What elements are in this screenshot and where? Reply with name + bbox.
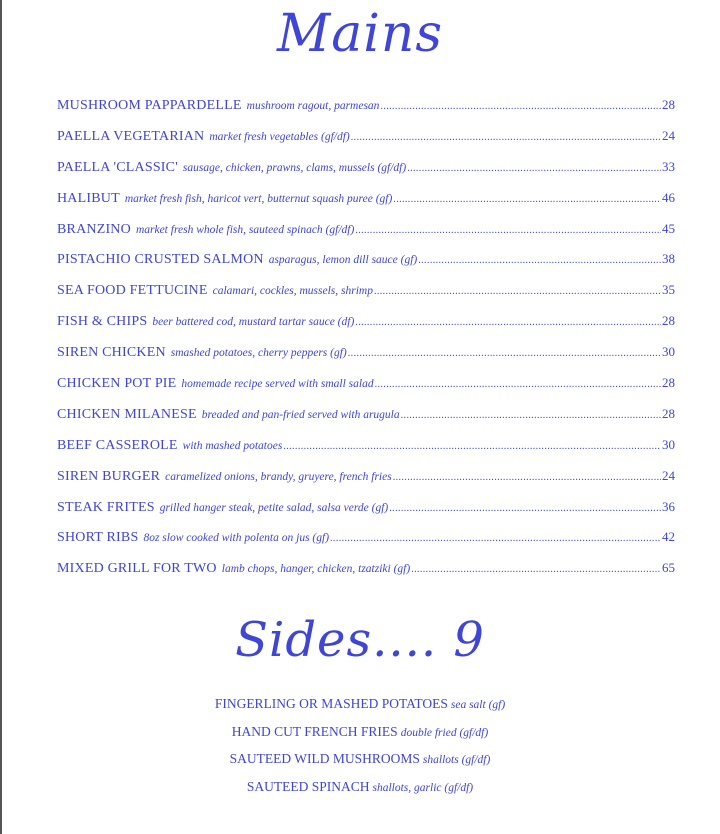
menu-item [57,435,675,466]
menu-item [57,249,675,280]
item-price: 30 [662,344,675,360]
item-description: 8oz slow cooked with polenta on jus (gf) [143,532,330,545]
item-name: FISH & CHIPS [57,314,148,330]
dot-leader [393,468,661,488]
menu-item [57,404,675,435]
dot-leader [348,344,661,364]
dot-leader [407,159,661,179]
item-name: SIREN CHICKEN [57,345,166,361]
item-price: 28 [662,375,675,391]
item-description: breaded and pan-fried served with arugula [201,408,400,421]
dot-leader [330,529,661,549]
item-description: homemade recipe served with small salad [181,378,374,391]
item-name: MUSHROOM PAPPARDELLE [57,98,242,113]
menu-item [57,466,675,497]
item-name: CHICKEN POT PIE [57,376,177,392]
dot-leader [351,128,661,148]
sides-heading: Sides.... 9 [235,612,485,668]
item-description: mushroom ragout, parmesan [246,100,380,112]
dot-leader [375,375,661,395]
menu-item [57,311,675,342]
dot-leader [401,406,661,426]
item-name: PISTACHIO CRUSTED SALMON [57,252,264,268]
dot-leader [411,560,661,580]
dot-leader [283,437,661,457]
item-name: PAELLA 'CLASSIC' [57,159,178,175]
item-description: market fresh fish, haricot vert, butternut squash puree (gf) [124,192,393,205]
item-price: 36 [662,498,675,514]
item-name: PAELLA VEGETARIAN [57,128,205,144]
item-description: sausage, chicken, prawns, clams, mussels (gf/df) [182,161,407,174]
item-name: SEA FOOD FETTUCINE [57,283,208,299]
menu-item [57,527,675,558]
dot-leader [389,499,661,519]
item-name: STEAK FRITES [57,499,155,515]
item-price: 45 [662,220,675,236]
menu-item [57,558,675,589]
item-price: 35 [662,282,675,298]
item-price: 42 [662,529,675,545]
item-description: smashed potatoes, cherry peppers (gf) [170,347,347,360]
menu-item [57,126,675,157]
item-description: caramelized onions, brandy, gruyere, french fries [165,470,392,483]
dot-leader [380,97,661,117]
menu-item [57,219,675,250]
item-price: 30 [662,436,675,452]
side-description: shallots (gf/df) [422,754,491,766]
sides-list [0,694,720,804]
side-item [0,722,720,750]
item-description: lamb chops, hanger, chicken, tzatziki (gf) [221,563,411,576]
item-price: 46 [662,189,675,205]
side-description: sea salt (gf) [450,699,506,711]
item-name: HALIBUT [57,190,120,206]
side-item [0,694,720,722]
item-price: 28 [662,405,675,421]
side-description: double fried (gf/df) [400,726,489,739]
item-description: calamari, cockles, mussels, shrimp [212,285,373,298]
item-description: beer battered cod, mustard tartar sauce (df) [152,316,355,329]
item-price: 28 [662,313,675,329]
mains-list [57,95,675,589]
item-price: 24 [662,467,675,483]
dot-leader [355,221,661,241]
menu-item [57,188,675,219]
side-description: shallots, garlic (gf/df) [372,781,474,794]
side-name: HAND CUT FRENCH FRIES [231,723,398,739]
item-name: BEEF CASSEROLE [57,437,178,453]
dot-leader [355,313,661,333]
item-description: market fresh vegetables (gf/df) [209,130,350,143]
item-description: with mashed potatoes [182,439,283,452]
side-name: FINGERLING OR MASHED POTATOES [214,696,448,711]
mains-heading: Mains [276,4,444,64]
dot-leader [374,282,661,302]
item-name: MIXED GRILL FOR TWO [57,561,217,577]
menu-item [57,342,675,373]
item-description: grilled hanger steak, petite salad, salsa verde (gf) [159,501,389,514]
item-name: SHORT RIBS [57,530,139,546]
menu-item [57,95,675,126]
dot-leader [418,251,661,271]
menu-item [57,157,675,188]
item-price: 33 [662,158,675,174]
side-item [0,777,720,805]
item-price: 65 [662,560,675,576]
item-price: 28 [662,97,675,112]
item-price: 24 [662,127,675,143]
side-item [0,749,720,777]
item-name: CHICKEN MILANESE [57,406,197,422]
menu-item [57,497,675,528]
item-price: 38 [662,251,675,267]
item-description: asparagus, lemon dill sauce (gf) [268,254,418,267]
menu-item [57,280,675,311]
dot-leader [393,190,661,210]
item-name: SIREN BURGER [57,468,161,484]
side-name: SAUTEED SPINACH [246,778,370,794]
side-name: SAUTEED WILD MUSHROOMS [229,751,420,766]
menu-item [57,373,675,404]
item-description: market fresh whole fish, sauteed spinach (gf/df) [135,223,355,236]
item-name: BRANZINO [57,221,131,237]
